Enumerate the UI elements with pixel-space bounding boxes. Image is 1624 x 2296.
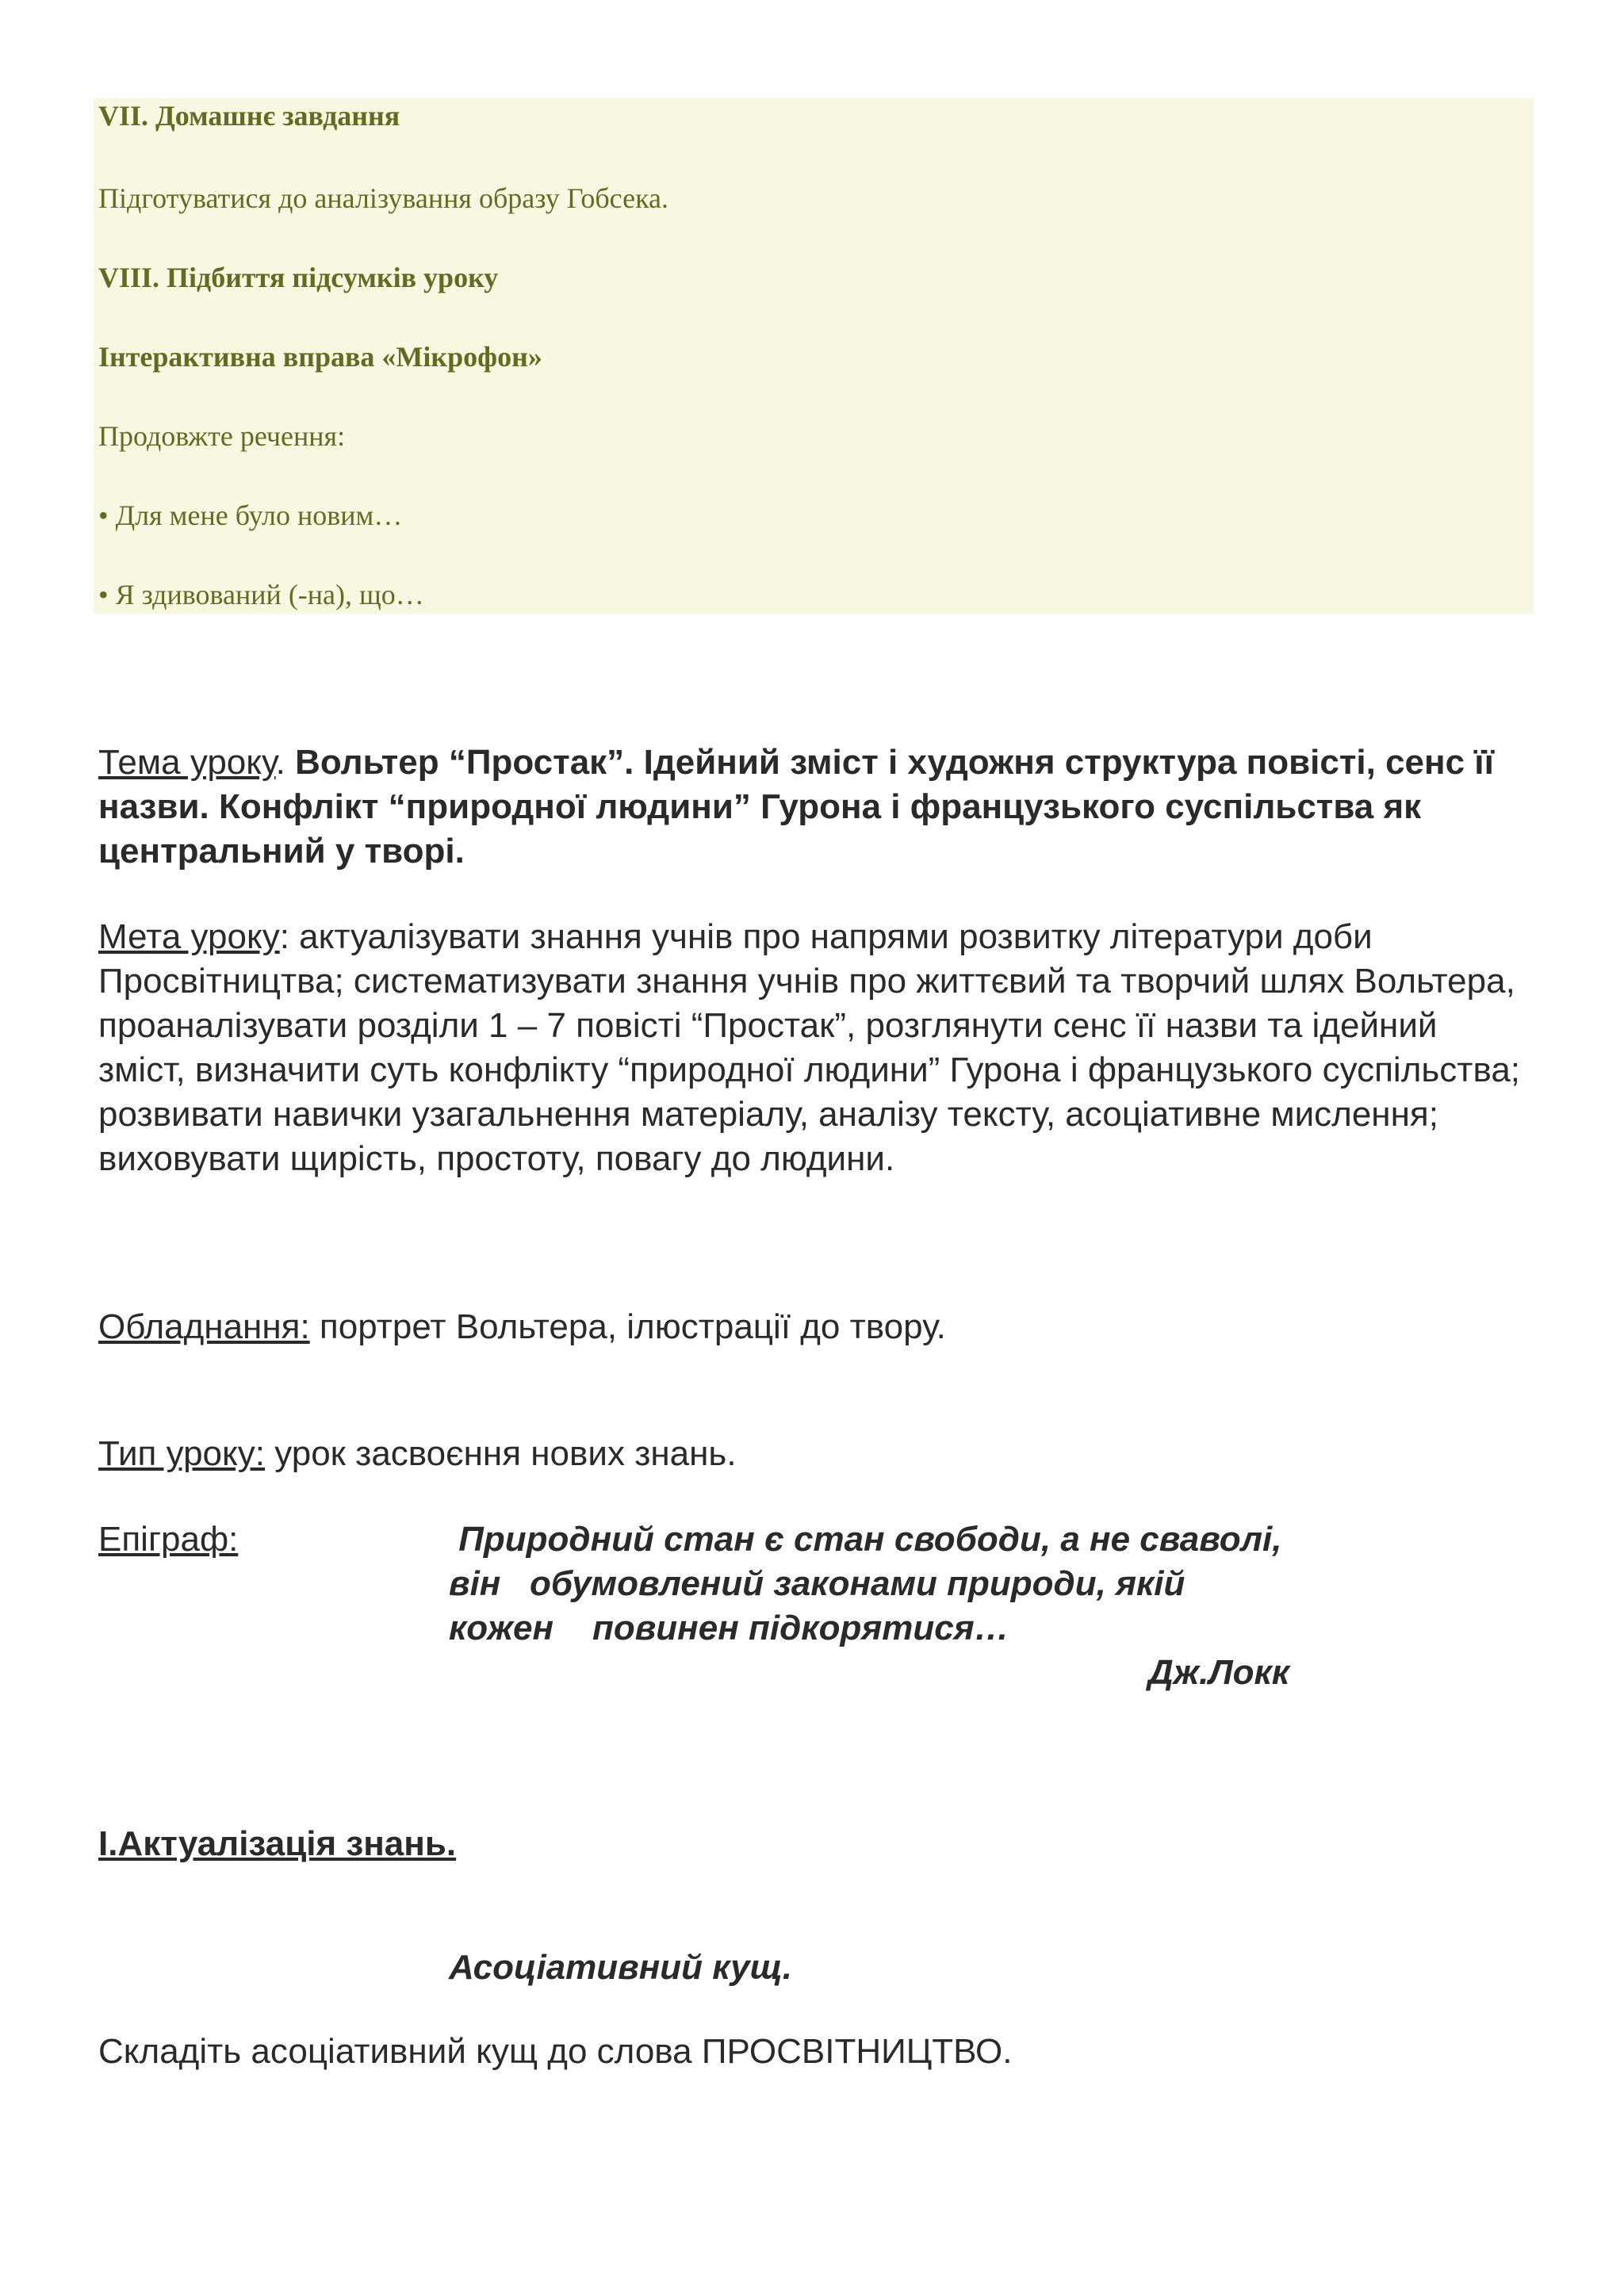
goal-label: Мета уроку	[98, 917, 280, 956]
homework-heading: VII. Домашнє завдання	[98, 100, 400, 132]
epigraph-label-line	[98, 1517, 238, 1562]
epigraph-author: Дж.Локк	[1148, 1653, 1290, 1692]
equipment-text: портрет Вольтера, ілюстрації до твору.	[309, 1307, 946, 1346]
lesson-type	[98, 1432, 737, 1476]
exercise-title: Інтерактивна вправа «Мікрофон»	[98, 341, 542, 373]
epigraph-line-3: кожен повинен підкорятися…	[449, 1609, 1009, 1647]
equipment-label: Обладнання:	[98, 1307, 310, 1346]
epigraph-line-1: Природний стан є стан свободи, а не сваволі,	[449, 1520, 1282, 1559]
section-task: Складіть асоціативний кущ до слова ПРОСВІТНИЦТВО.	[98, 2032, 1013, 2071]
lesson-goal	[98, 915, 1526, 1181]
topic-separator: .	[275, 743, 296, 782]
epigraph-label: Епіграф:	[98, 1520, 239, 1559]
homework-task: Підготуватися до аналізування образу Гобсека.	[98, 182, 668, 214]
lesson-type-label: Тип уроку:	[98, 1434, 265, 1473]
section-subheading: Асоціативний кущ.	[449, 1948, 792, 1987]
exercise-prompt: Продовжте речення:	[98, 420, 346, 452]
epigraph-line-2: він обумовлений законами природи, якій	[449, 1564, 1185, 1603]
section-heading: І.Актуалізація знань.	[98, 1824, 457, 1863]
lesson-equipment	[98, 1305, 946, 1349]
topic-label: Тема уроку	[98, 743, 276, 782]
topic-text: Вольтер “Простак”. Ідейний зміст і художня структура повісті, сенс її назви. Конфлікт “природної людини” Гурона і французького суспільства як центральний у творі.	[98, 743, 1495, 871]
summary-heading: VIII. Підбиття підсумків уроку	[98, 262, 499, 293]
lesson-type-text: урок засвоєння нових знань.	[265, 1434, 737, 1473]
exercise-bullet-1: • Для мене було новим…	[98, 499, 403, 531]
exercise-bullet-2: • Я здивований (-на), що…	[98, 579, 424, 610]
goal-text: : актуалізувати знання учнів про напрями розвитку літератури доби Просвітництва; систематизувати знання учнів про життєвий та творчий шлях Вольтера, проаналізувати розділи 1 – 7 повісті “Простак”, розглянути сенс її назви та ідейний зміст, визначити суть конфлікту “природної людини” Гурона і французького суспільства; розвивати навички узагальнення матеріалу, аналізу тексту, асоціативне мислення; виховувати щирість, простоту, повагу до людини.	[98, 917, 1521, 1178]
lesson-topic	[98, 740, 1526, 874]
